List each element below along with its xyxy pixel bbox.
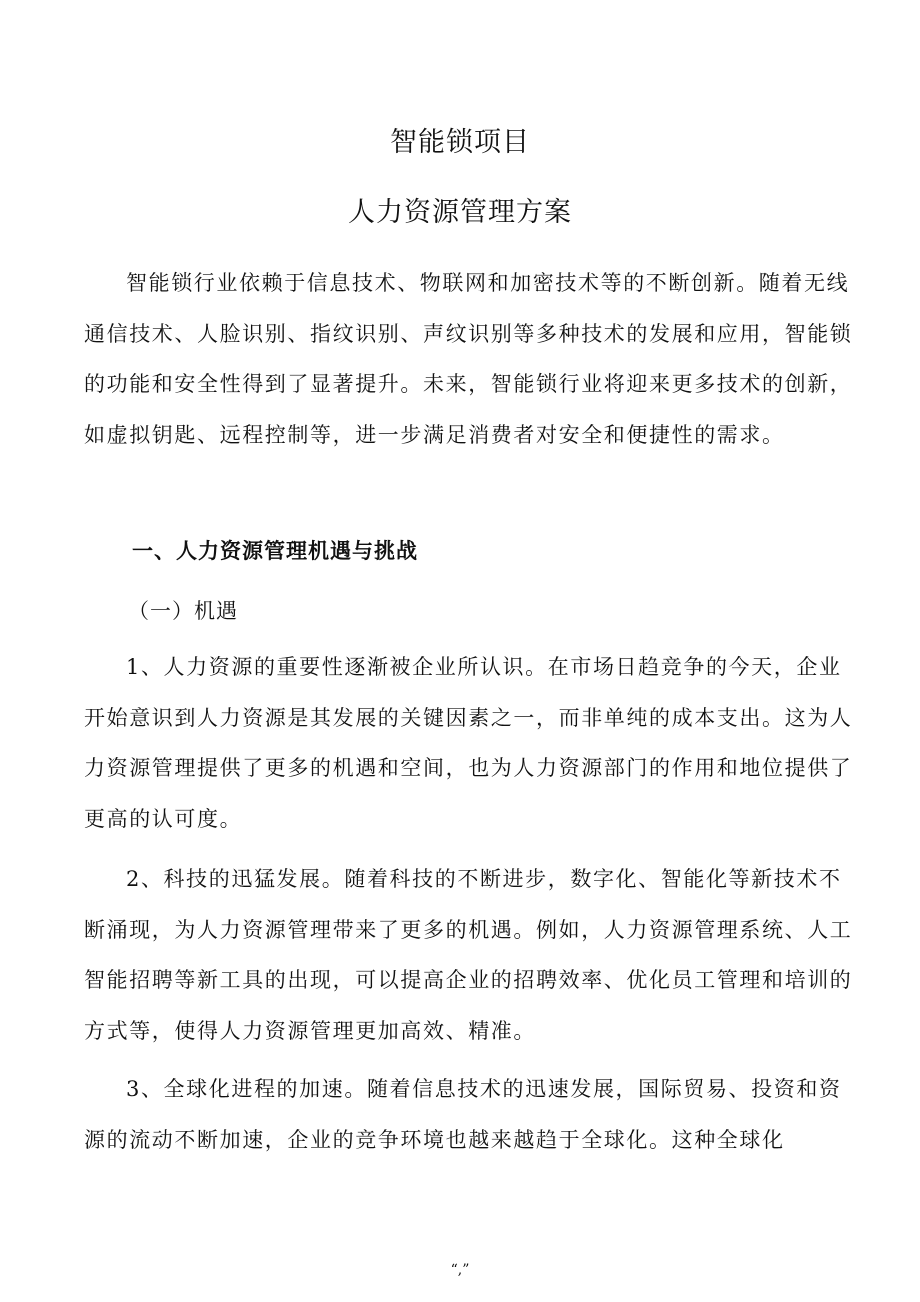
paragraph-point-3: 3、全球化进程的加速。随着信息技术的迅速发展，国际贸易、投资和资源的流动不断加速，企业的竞争环境也越来越趋于全球化。这种全球化 xyxy=(84,1077,842,1152)
subsection-heading: （一）机遇 xyxy=(128,599,238,623)
paragraph-point-2: 2、科技的迅猛发展。随着科技的不断进步，数字化、智能化等新技术不断涌现，为人力资源管理带来了更多的机遇。例如，人力资源管理系统、人工智能招聘等新工具的出现，可以提高企业的招聘效率、优化员工管理和培训的方式等，使得人力资源管理更加高效、精准。 xyxy=(84,867,853,1043)
paragraph-point-1: 1、人力资源的重要性逐渐被企业所认识。在市场日趋竞争的今天，企业开始意识到人力资源是其发展的关键因素之一，而非单纯的成本支出。这为人力资源管理提供了更多的机遇和空间，也为人力资源部门的作用和地位提供了更高的认可度。 xyxy=(84,655,853,831)
section-heading: 一、人力资源管理机遇与挑战 xyxy=(132,539,418,563)
document-title: 智能锁项目 xyxy=(390,127,530,158)
intro-paragraph: 智能锁行业依赖于信息技术、物联网和加密技术等的不断创新。随着无线通信技术、人脸识别、指纹识别、声纹识别等多种技术的发展和应用，智能锁的功能和安全性得到了显著提升。未来，智能锁行业将迎来更多技术的创新，如虚拟钥匙、远程控制等，进一步满足消费者对安全和便捷性的需求。 xyxy=(84,271,853,447)
document-subtitle: 人力资源管理方案 xyxy=(348,197,572,228)
page-footer: “,” xyxy=(450,1262,470,1278)
